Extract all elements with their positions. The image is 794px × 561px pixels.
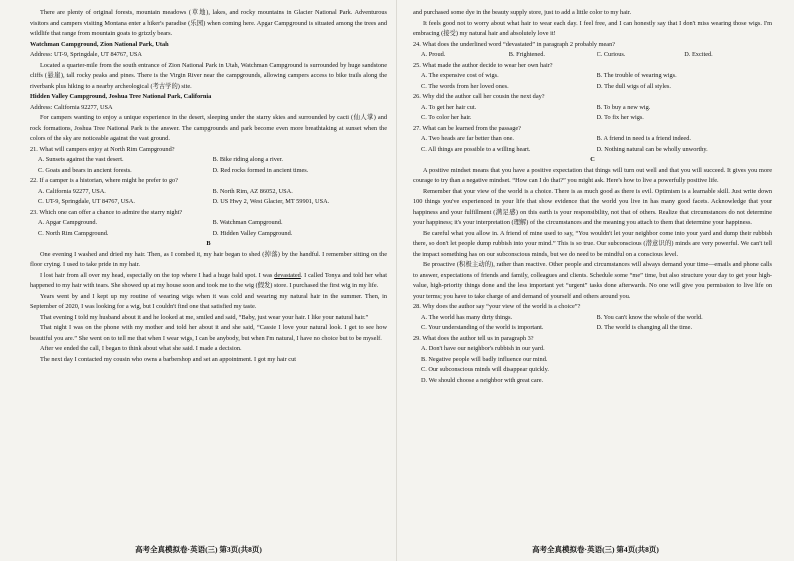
option-26d: D. To fix her wigs. bbox=[596, 114, 644, 121]
option-27b: B. A friend in need is a friend indeed. bbox=[596, 135, 691, 142]
passage-c-p2: Remember that your view of the world is a choice. There is as much good as there is evil. Optimism is a learnable skill. Just write down 100 things you've experienced in your life that show evidence that the world you live in has many good facets. Acknowledge that your happiness and your fulfillment (满足感) on this earth is your responsibility, not that of others. Realize that circumstances do not determine your happiness; it's your interpretation (理解) of the circumstances and the meaning you attach to them that determine your happiness. bbox=[413, 187, 772, 226]
page-4-footer: 高考全真模拟卷·英语(三) 第4页(共8页) bbox=[532, 544, 659, 554]
option-26c: C. To color her hair. bbox=[421, 114, 472, 121]
option-28a: A. The world has many dirty things. bbox=[421, 313, 513, 321]
option-22b: B. North Rim, AZ 86052, USA. bbox=[212, 187, 293, 195]
option-25c: C. The words from her loved ones. bbox=[421, 82, 509, 90]
option-26b: B. To buy a new wig. bbox=[596, 103, 651, 111]
option-22c: C. UT-9, Springdale, UT 84767, USA. bbox=[38, 198, 135, 205]
options-23 bbox=[30, 218, 387, 239]
passage-b-p1: One evening I washed and dried my hair. Then, as I combed it, my hair began to shed (掉落) by the handful. I remember sitting on the floor crying. I used to take pride in my hair. bbox=[30, 250, 387, 268]
section-c-heading: C bbox=[590, 156, 595, 163]
option-27d: D. Nothing natural can be wholly unworthy. bbox=[596, 145, 708, 153]
watchman-address: Address: UT-9, Springdale, UT 84767, USA bbox=[30, 51, 142, 58]
section-b-heading: B bbox=[206, 240, 211, 247]
question-23: 23. Which one can offer a chance to admire the starry night? bbox=[30, 208, 183, 216]
option-21c: C. Goats and bears in ancient forests. bbox=[38, 166, 132, 174]
option-26a: A. To get her hair cut. bbox=[421, 103, 477, 111]
passage-b-p2 bbox=[30, 271, 387, 292]
question-21: 21. What will campers enjoy at North Rim Campground? bbox=[30, 145, 175, 153]
option-24a: A. Proud. bbox=[421, 51, 446, 58]
passage-b-final: It feels good not to worry about what hair to wear each day. I feel free, and I can honestly say that I don't miss wearing those wigs. I'm embracing (接受) my natural hair and absolutely love it! bbox=[413, 19, 772, 37]
option-21a: A. Sunsets against the vast desert. bbox=[38, 156, 124, 163]
passage-b-p4: That evening I told my husband about it and he looked at me, smiled and said, “Baby, just wear your hair. I like your natural hair.” bbox=[40, 313, 369, 321]
options-24 bbox=[413, 50, 772, 61]
question-22: 22. If a camper is a historian, where might he prefer to go? bbox=[30, 177, 178, 184]
option-24d: D. Excited. bbox=[684, 51, 713, 58]
option-28c: C. Your understanding of the world is important. bbox=[421, 324, 544, 331]
page-3-footer: 高考全真模拟卷·英语(三) 第3页(共8页) bbox=[135, 544, 262, 554]
option-23a: A. Apgar Campground. bbox=[38, 219, 98, 226]
option-25d: D. The dull wigs of all styles. bbox=[596, 82, 671, 90]
passage-c-p3: Be careful what you allow in. A friend of mine used to say, “You wouldn't let your neighbor come into your yard and dump their rubbish there, so don't let people dump rubbish into your mind.” This is so true. Our subconscious (潜意识的) minds are very powerful. We can't tell the impact something has on our subconscious minds, but we do need to be mindful on a conscious level. bbox=[413, 229, 772, 258]
watchman-heading: Watchman Campground, Zion National Park, Utah bbox=[30, 40, 169, 48]
passage-b-p5: That night I was on the phone with my mother and told her about it and she said, “Cassie I love your natural look. I get to see how beautiful you are.” She went on to tell me that when I wear wigs, I can be anybody, but when I'm natural, I have no choice but to be myself. bbox=[30, 324, 387, 342]
option-22a: A. California 92277, USA. bbox=[38, 187, 106, 195]
options-27 bbox=[413, 134, 772, 155]
question-27: 27. What can be learned from the passage? bbox=[413, 124, 521, 132]
passage-b-p7: The next day I contacted my cousin who owns a barbershop and set an appointment. I got my hair cut bbox=[40, 355, 297, 363]
option-22d: D. US Hwy 2, West Glacier, MT 59901, USA. bbox=[212, 198, 330, 205]
question-26: 26. Why did the author call her cousin the next day? bbox=[413, 93, 545, 100]
option-25b: B. The trouble of wearing wigs. bbox=[596, 72, 677, 79]
watchman-paragraph: Located a quarter-mile from the south entrance of Zion National Park in Utah, Watchman Campground is surrounded by huge sandstone cliffs (悬崖), tall rocky peaks and pines. There is the Virgin River near the campgrounds, allowing campers access to bike trails along the riverbank plus hiking to a nearby archeological (考古学的) site. bbox=[30, 61, 387, 90]
option-21b: B. Bike riding along a river. bbox=[212, 156, 283, 163]
option-23c: C. North Rim Campground. bbox=[38, 229, 109, 237]
option-24c: C. Curious. bbox=[596, 51, 626, 58]
hidden-valley-paragraph: For campers wanting to enjoy a unique experience in the desert, sleeping under the starry skies and surrounded by cacti (仙人掌) and rock formations, Joshua Tree National Park is the answer. The campgrounds and park become even more breathtaking at sunset when the colors of the sky are noticeable against the vast ground. bbox=[30, 114, 387, 142]
passage-b-p2-start: I lost hair from all over my head, especially on the top where I had a huge bald spot. I was bbox=[40, 271, 275, 279]
option-27c: C. All things are possible to a willing heart. bbox=[421, 145, 531, 153]
passage-b-continued: and purchased some dye in the beauty supply store, just to add a little color to my hair. bbox=[413, 9, 632, 16]
option-25a: A. The expensive cost of wigs. bbox=[421, 72, 499, 79]
option-24b: B. Frightened. bbox=[508, 51, 545, 58]
question-29: 29. What does the author tell us in paragraph 3? bbox=[413, 334, 534, 342]
question-24: 24. What does the underlined word “devastated” in paragraph 2 probably mean? bbox=[413, 40, 616, 48]
option-28d: D. The world is changing all the time. bbox=[596, 324, 693, 331]
passage-b-p6: After we ended the call, I began to think about what she said. I made a decision. bbox=[40, 345, 242, 352]
question-25: 25. What made the author decide to wear her own hair? bbox=[413, 61, 553, 69]
page-4 bbox=[397, 0, 794, 561]
passage-b-p2-end: . I called Tonya and told her what happened to my hair with tears. She showed up at my house soon and took me to the wig (假发) store. I purchased the first wig in my life. bbox=[30, 271, 387, 289]
hidden-valley-heading: Hidden Valley Campground, Joshua Tree National Park, California bbox=[30, 93, 212, 100]
option-28b: B. You can't know the whole of the world. bbox=[596, 313, 703, 321]
option-21d: D. Red rocks formed in ancient times. bbox=[212, 166, 309, 174]
options-26 bbox=[413, 103, 772, 124]
options-21 bbox=[30, 155, 387, 176]
passage-b-p3: Years went by and I kept up my routine of wearing wigs when it was cold and wearing my natural hair in the summer. Then, in September of 2020, I was looking for a wig, but I couldn't find one that satisfied my taste. bbox=[30, 292, 387, 310]
options-29 bbox=[413, 344, 772, 386]
options-25 bbox=[413, 71, 772, 92]
option-27a: A. Two heads are far better than one. bbox=[421, 135, 514, 142]
option-23d: D. Hidden Valley Campground. bbox=[212, 229, 293, 237]
option-29d: D. We should choose a neighbor with great care. bbox=[421, 376, 544, 384]
underlined-word-devastated: devastated bbox=[274, 271, 301, 279]
option-29c: C. Our subconscious minds will disappear quickly. bbox=[421, 366, 549, 373]
option-29a: A. Don't have our neighbor's rubbish in our yard. bbox=[421, 345, 545, 352]
options-22 bbox=[30, 187, 387, 208]
hidden-valley-address: Address: California 92277, USA bbox=[30, 103, 113, 111]
option-29b: B. Negative people will badly influence our mind. bbox=[421, 355, 548, 363]
passage-c-p4: Be proactive (积极主动的), rather than reactive. Other people and circumstances will always demand your time—emails and phone calls to answer, expectations of friends and family, colleagues and clients. Schedule some “me” time, but also structure your day to get your high-value, high-priority things done and the less important yet “urgent” tasks done afterwards. No one will give you permission to live life on your terms; you have to take charge of and demand of yourself and others around you. bbox=[413, 261, 772, 300]
question-28: 28. Why does the author say “your view of the world is a choice”? bbox=[413, 303, 581, 310]
intro-paragraph: There are plenty of original forests, mountain meadows (草地), lakes, and rocky mountains in Glacier National Park. Adventurous visitors and campers visiting Montana enter a hiker's paradise (乐园) when coming here. Apgar Campground is situated among the trees and wildlife that range from mountain goats to grizzly bears. bbox=[30, 9, 387, 37]
option-23b: B. Watchman Campground. bbox=[212, 219, 283, 226]
passage-c-p1: A positive mindset means that you have a positive expectation that things will turn out well and that you will succeed. It gives you more courage to try than a negative mindset. “How can I do that?” you might ask. Here's how to live a powerfully positive life. bbox=[413, 166, 772, 184]
options-28 bbox=[413, 313, 772, 334]
